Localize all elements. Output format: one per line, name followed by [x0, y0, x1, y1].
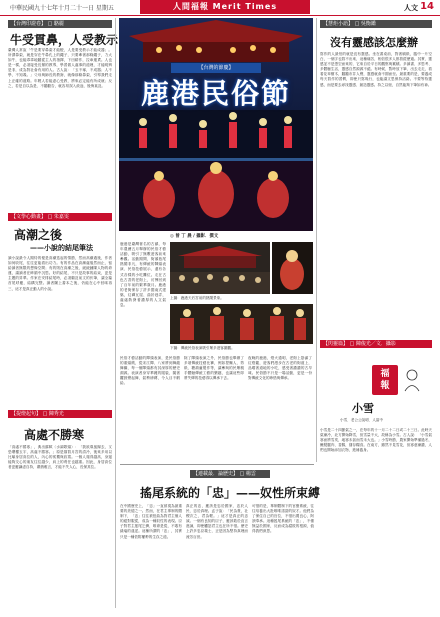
issue-date: 中華民國九十七年十月二十一日 星期五	[10, 5, 114, 12]
article-subtitle-light-snow: 小雪．老公公說明．人當中	[340, 418, 384, 422]
column-kicker-lantern: 【提燈起句】 □ 陳秀光	[8, 410, 112, 418]
photo-caption-1: 上圖：鹿港天后宮前的熱鬧景象。	[170, 296, 224, 300]
photo-folk-performance	[170, 304, 313, 344]
column-divider	[115, 18, 116, 608]
column-kicker-wisdom: 【慧炬小語】 □ 吳衡鑑	[320, 20, 432, 28]
column-divider-right	[316, 18, 317, 462]
article-body-loyalty-2: 真正的忠，應該是忠於國家、忠於人民、忠於真理。孟子說：「民為貴，社稷次之，君為輕。」這才是真正的忠誠。一個有良知的臣子，應該敢於直言進諫，即使觸怒君主也在所不惜。歷史上許多忠臣義士，正是因為堅持真理而流芳百世。	[186, 504, 248, 539]
article-title-heights: 高處不勝寒	[24, 428, 85, 442]
article-body-loyalty-3: 可惜的是，專制體制下的官僚系統，往往培養出大批唯唯諾諾的奴才。他們為了保住自己的官位，不惜出賣良心，阿諛奉承。這種搖尾系統的「忠」，不僅無益於國家，反而成為腐敗的根源，值得我們深思。	[252, 504, 314, 534]
photo-performers	[272, 242, 313, 294]
article-title-inspiration: 沒有靈感該怎麼辦	[330, 36, 418, 49]
page-header	[0, 0, 440, 16]
article-body-inspiration: 寫作的人最怕的就是沒有靈感。坐在書桌前，對著稿紙，腦中一片空白，一個字也寫不出來，這種痛苦，相信很多人都曾經歷過。其實，靈感並不是憑空而來的，它來自於平日的觀察與累積。多讀書、多思考、多體驗生活，靈感自然源源不絕。有時候，暫時放下筆，出去走走，看看花草樹木，聽聽市井人聲，靈感就會不期而至。最重要的是，要養成每天寫作的習慣，即使只寫幾行，也能讓文思保持活絡。不要等待靈感，而是要去尋找靈感、創造靈感。持之以恆，自然能夠下筆如有神。	[320, 52, 432, 87]
article-subtitle-climax: ——小說的結尾筆法	[30, 244, 93, 252]
feature-title: 鹿港民俗節	[140, 77, 291, 110]
feature-body-left: 鹿港是臺灣著名的古鎮，每年農曆五月舉辦的民俗才藝活動，吸引了無數遊客前來參觀。活動期間，街頭巷尾熱鬧非凡，有傳統的陣頭表演、民俗技藝展示，還有各式各樣的小吃攤位。走在古色古香的老街上，彷彿回到了百年前的繁華歲月。鹿港的老街保存了許多閩南式建築，紅磚瓦屋、曲折巷弄，處處散發著濃厚的人文氣息。	[120, 242, 166, 308]
feature-byline: ◎ 曾 丁 晨 / 攝影．撰文	[170, 234, 219, 239]
feature-body-lower-1: 民俗才藝活動的陣頭表演，是民俗節的重頭戲，從宋江陣、八家將到舞龍舞獅，每一個陣頭都有其深厚的歷史淵源。表演者身穿華麗的服裝，隨著鑼鼓聲起舞，氣勢磅礡，令人目不暇給。	[120, 356, 180, 386]
column-kicker-taiwan: 【台灣印證卷】 □ 駱麗	[8, 20, 112, 28]
feature-body-lower-2: 除了陣頭表演之外，民俗節也舉辦了多項傳統技藝比賽，例如捏麵人、剪紙、糖葫蘆製作等，讓參與的民眾親手體驗傳統工藝的樂趣，也讓這些即將失傳的技藝得以傳承下去。	[184, 356, 244, 381]
page-number: 14	[420, 1, 434, 12]
photo-performers-image	[272, 242, 313, 294]
article-body-light-snow: 小雪是二十四節氣之一，在每年的十一月二十二日或二十三日。此時天氣漸冷，北方開始降雪，但雪量不大，故稱為小雪。古人說：「小雪氣寒而將雪矣，地寒未甚而雪未大也。」小雪時節，農家開始準備過冬，醃製臘肉、香腸，儲存糧食。在南方，雖然不見雪花，但寒意漸濃，人們也開始添加衣物，進補養身。	[320, 428, 432, 453]
feature-image-lukang	[119, 18, 313, 231]
article-body-heights: 「高處不勝寒」，典出蘇軾〈水調歌頭〉：「我欲乘風歸去，又恐瓊樓玉宇，高處不勝寒。」原是描寫月宮的清冷，後來多用以比喻身居高位的人，內心的孤獨與寂寞。一個人爬得越高，身邊能夠交心的朋友往往越少，肩上的責任也越重。因此，身居高位者更應謙虛自持，廣納雅言，才能不失人心，長保其位。	[8, 445, 112, 470]
column-kicker-history: 【連載最．論歷史】 □ 楊雲	[190, 470, 270, 478]
feature-tag: 【台灣的節慶】	[171, 63, 261, 73]
photo-temple-crowd-image	[170, 242, 270, 294]
photo-temple-crowd	[170, 242, 270, 294]
article-body-climax: 讀小說最令人期待的便是高潮迭起的情節，然而高潮過後，作者如何收尾，往往更能看出功力。有的作品在高潮處戛然而止，留給讀者無限的想像空間；有的則在高潮之後，緩緩鋪陳人物的命運，讓讀者在餘韻中沉思。好的結尾，不只是故事的結束，更是主題的昇華。作家在安排結尾時，必須顧及前文的伏筆，讓全篇首尾呼應，結構完整。讀者闔上書本之後，仍能在心中回味再三，這才是真正動人的小說。	[8, 256, 112, 291]
article-title-light-snow: 小雪	[352, 402, 374, 415]
article-body-loyalty-1: 在中國歷史上，「忠」一直被視為最重要的美德之一。然而，在君主專制的體制下，「忠」往往被扭曲為對君主個人的絕對服從，成為一種奴性的表現。臣子對君主搖尾乞憐，唯命是從，不敢有絲毫的違逆。這種所謂的「忠」，其實只是一種依附權勢的生存之道。	[120, 504, 182, 539]
photo-folk-performance-image	[170, 304, 313, 344]
portrait-sketch	[403, 368, 421, 392]
section-rule	[120, 464, 314, 465]
section-name: 人文	[404, 4, 418, 12]
article-title-cow: 牛受貫鼻，人受教示	[10, 33, 119, 47]
column-kicker-literature: 【文學心動畫】 □ 朱嘉雯	[8, 213, 112, 221]
feature-body-lower-3: 夜晚的鹿港，燈火通明，老街上掛滿了紅燈籠，遊客們漫步在古老的街道上，品嚐著道地的小吃，感受著濃濃的古早味。民俗節不只是一場活動，更是一份對傳統文化的珍惜與傳承。	[248, 356, 312, 381]
photo-caption-2: 下圖：傳統民俗表演吸引眾多遊客圍觀。	[170, 346, 235, 350]
article-body-cow: 臺灣人常說「牛是要穿鼻索才能駛，人是要受教示才能成器」。所謂鼻索，就是穿在牛鼻孔上的繩子，只要牽著那條繩子，力大如牛，也能乖乖地聽從主人的指揮，下田耕作，拉車運貨。人也是一樣，必須接受長輩的教導，學習做人處事的道理，才能明辨是非，成為對社會有用的人。古人說：「玉不琢，不成器；人不學，不知義。」父母與師長的教誨，就像那條鼻索，引導我們走上正確的道路。年輕人若能虛心受教，將來必定能有所成就；反之，若是自以為是、不聽勸告，就容易誤入歧途，後悔莫及。	[8, 48, 112, 88]
article-title-loyalty: 搖尾系統的「忠」——奴性所束縛	[140, 486, 321, 500]
festival-night-illustration	[119, 18, 313, 231]
seal-stamp: 福 報	[372, 365, 398, 395]
article-title-climax: 高潮之後	[14, 228, 63, 242]
masthead: 人間福報 Merit Times	[140, 0, 310, 14]
column-kicker-flash: 【閃靈篇】 □ 陳俊光／文．攝影	[320, 340, 432, 348]
